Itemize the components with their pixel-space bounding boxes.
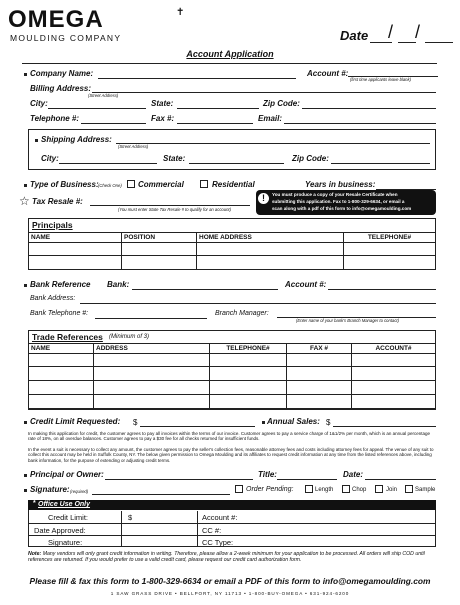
footer-note <box>28 551 440 563</box>
company-name-label: Company Name: <box>30 69 94 78</box>
shipping-zip-field[interactable] <box>331 163 430 164</box>
brand-tagline: MOULDING COMPANY <box>10 33 122 43</box>
alert-icon: ! <box>258 193 269 204</box>
branch-manager-label: Branch Manager: <box>215 310 269 317</box>
signature-required-note: (required) <box>70 489 89 494</box>
credit-limit-field[interactable] <box>140 426 255 427</box>
account-no-label: Account #: <box>307 69 349 78</box>
commercial-checkbox[interactable] <box>127 180 135 188</box>
fax-field[interactable] <box>177 123 253 124</box>
billing-address-label: Billing Address: <box>30 84 92 93</box>
company-name-field[interactable] <box>98 78 296 79</box>
telephone-field[interactable] <box>81 123 146 124</box>
column-header: POSITION <box>122 233 197 243</box>
office-column-divider <box>197 511 198 547</box>
sample-checkbox[interactable] <box>405 485 413 493</box>
signature-label: Signature: <box>30 485 70 494</box>
bank-telephone-field[interactable] <box>95 318 207 319</box>
title-rule <box>22 63 437 64</box>
table-row[interactable] <box>29 243 436 256</box>
shipping-state-field[interactable] <box>189 163 284 164</box>
credit-limit-label: Credit Limit Requested: <box>30 417 121 426</box>
office-use-header <box>28 500 436 510</box>
residential-label: Residential <box>212 180 255 189</box>
column-header: TELEPHONE# <box>344 233 436 243</box>
zip-label: Zip Code: <box>263 99 300 108</box>
cross-mark-icon: ✝ <box>176 7 185 18</box>
email-field[interactable] <box>284 123 436 124</box>
table-row[interactable] <box>29 381 436 395</box>
office-column-divider <box>121 511 122 547</box>
chop-label: Chop <box>352 487 367 493</box>
principals-title: Principals <box>32 220 73 230</box>
bullet-icon <box>24 184 27 187</box>
signature-title-field[interactable] <box>277 479 337 480</box>
city-field[interactable] <box>48 108 146 109</box>
bullet-icon <box>24 284 27 287</box>
bullet-icon <box>35 139 38 142</box>
bank-address-field[interactable] <box>80 303 436 304</box>
branch-manager-note: (Enter name of your bank's Branch Manager to contact) <box>296 318 399 323</box>
column-header: NAME <box>29 233 122 243</box>
state-field[interactable] <box>177 108 259 109</box>
chop-checkbox[interactable] <box>342 485 350 493</box>
notice-line-3: scan along with a pdf of this form to info@omegamoulding.com <box>272 206 412 211</box>
billing-address-field[interactable] <box>92 92 436 93</box>
length-label: Length <box>315 487 334 493</box>
length-checkbox[interactable] <box>305 485 313 493</box>
terms-paragraph-2: In the event a suit is necessary to collect any amount, the customer agrees to pay the seller's collection fees, reasonable attorney fees and costs including attorney fees for appeal. The venue of any suit to collect this account may be held in Suffolk County, NY. The below given permission to Omega Moulding and its affiliates to request credit information at any time from the listed references above, including bank information, for the purpose of extending or adjusting credit terms. <box>28 447 434 463</box>
bank-account-label: Account #: <box>285 280 327 289</box>
shipping-state-label: State: <box>163 154 186 163</box>
trade-references-table <box>28 343 436 409</box>
office-credit-limit-label: Credit Limit: <box>48 513 89 522</box>
star-icon: ☆ <box>19 194 30 208</box>
office-date-approved-label: Date Approved: <box>34 526 86 535</box>
credit-currency: $ <box>133 418 138 427</box>
bank-field[interactable] <box>132 289 278 290</box>
trade-minimum-note: (Minimum of 3) <box>109 334 150 340</box>
commercial-label: Commercial <box>138 180 184 189</box>
signature-date-field[interactable] <box>365 479 436 480</box>
annual-sales-field[interactable] <box>333 426 436 427</box>
tax-resale-label: Tax Resale #: <box>32 197 83 206</box>
table-row[interactable] <box>29 395 436 409</box>
zip-field[interactable] <box>302 108 436 109</box>
tax-resale-field[interactable] <box>90 205 250 206</box>
bullet-icon <box>262 421 265 424</box>
date-slash-icon: / <box>415 22 421 42</box>
column-header: NAME <box>29 344 94 354</box>
signature-date-label: Date: <box>343 470 364 479</box>
bullet-icon <box>24 489 27 492</box>
shipping-city-field[interactable] <box>59 163 157 164</box>
footer-note-label: Note: <box>28 551 42 557</box>
principals-header-row <box>29 233 436 243</box>
bank-telephone-label: Bank Telephone #: <box>30 310 89 317</box>
email-label: Email: <box>258 114 283 123</box>
column-header: ADDRESS <box>94 344 210 354</box>
office-cc-type-label: CC Type: <box>202 538 234 547</box>
brand-wordmark: OMEGA <box>8 6 104 33</box>
date-day-field[interactable] <box>398 42 416 43</box>
bank-address-label: Bank Address: <box>30 295 76 302</box>
trade-header-row <box>29 344 436 354</box>
fax-label: Fax #: <box>151 114 175 123</box>
column-header: FAX # <box>287 344 352 354</box>
principals-table <box>28 232 436 270</box>
type-of-business-label: Type of Business: <box>30 180 99 189</box>
footer-address: 1 SAW GRASS DRIVE • BELLPORT, NY 11713 • 1-800-BUY-OMEGA • 631-924-6200 <box>110 591 350 596</box>
table-row[interactable] <box>29 367 436 381</box>
bank-account-field[interactable] <box>328 289 436 290</box>
join-checkbox[interactable] <box>375 485 383 493</box>
city-label: City: <box>30 99 48 108</box>
signature-field[interactable] <box>92 494 230 495</box>
form-title: Account Application <box>186 49 274 59</box>
shipping-street-note: (Street Address) <box>118 144 149 149</box>
office-row-divider <box>28 535 436 536</box>
notice-line-1: You must produce a copy of your Resale Certificate when <box>272 192 398 197</box>
telephone-label: Telephone #: <box>30 114 80 123</box>
order-pending-checkbox[interactable] <box>235 485 243 493</box>
office-credit-currency: $ <box>128 513 133 522</box>
bullet-icon <box>24 421 27 424</box>
shipping-address-field[interactable] <box>116 143 430 144</box>
state-label: State: <box>151 99 174 108</box>
annual-sales-label: Annual Sales: <box>267 417 320 426</box>
principal-owner-field[interactable] <box>105 479 253 480</box>
order-pending-label: Order Pending: <box>246 486 294 493</box>
office-asterisk-icon: * <box>33 500 36 507</box>
years-in-business-label: Years in business: <box>305 180 376 189</box>
footer-note-text: Many vendors will only grant credit information in writing. Therefore, please allow a 2-week minimum for your application to be processed. All orders will ship COD until references are returned. If you would prefer to use a valid credit card, please request our credit card authorization form. <box>28 551 425 564</box>
bullet-icon <box>24 73 27 76</box>
column-header: ACCOUNT# <box>352 344 436 354</box>
column-header: HOME ADDRESS <box>197 233 344 243</box>
date-slash-icon: / <box>388 22 394 42</box>
date-year-field[interactable] <box>425 42 453 43</box>
office-cc-label: CC #: <box>202 526 222 535</box>
bank-reference-label: Bank Reference <box>30 280 91 289</box>
table-row[interactable] <box>29 256 436 270</box>
residential-checkbox[interactable] <box>200 180 208 188</box>
office-use-title: Office Use Only <box>38 501 91 508</box>
brand-logo <box>6 6 185 43</box>
table-row[interactable] <box>29 354 436 367</box>
signature-title-label: Title: <box>258 470 277 479</box>
bank-label: Bank: <box>107 280 130 289</box>
shipping-city-label: City: <box>41 154 59 163</box>
office-signature-label: Signature: <box>48 538 83 547</box>
trade-references-title: Trade References <box>32 332 103 342</box>
principal-owner-label: Principal or Owner: <box>30 470 104 479</box>
join-label: Join <box>386 487 398 493</box>
footer-fax-line: Please fill & fax this form to 1-800-329-6634 or email a PDF of this form to info@omegamoulding.com <box>29 576 431 586</box>
street-address-note: (Street Address) <box>88 93 119 98</box>
office-account-label: Account #: <box>202 513 238 522</box>
shipping-address-label: Shipping Address: <box>41 135 112 144</box>
sample-label: Sample <box>415 487 436 493</box>
terms-paragraph-1: In making this application for credit, the customer agrees to pay all invoices within the terms of our invoice. Customer agrees to pay a service charge of 1&1/2% per month, which is an annual percentage rate of 18%, on all overdue balances. Customer agrees to pay a $30 fee for all checks returned for insufficient funds. <box>28 431 430 442</box>
shipping-zip-label: Zip Code: <box>292 154 329 163</box>
annual-sales-currency: $ <box>326 418 331 427</box>
office-row-divider <box>28 523 436 524</box>
column-header: TELEPHONE# <box>210 344 287 354</box>
resale-notice <box>256 190 436 215</box>
date-label: Date <box>340 28 369 43</box>
check-one-note: (Check One) <box>98 183 122 188</box>
notice-line-2: submitting this application. Fax to 1-800-329-6634, or email a <box>272 199 405 204</box>
tax-resale-note: (You must enter State Tax Resale # to qualify for an account) <box>118 207 231 212</box>
first-time-note: (first time applicants leave blank) <box>350 77 411 82</box>
bullet-icon <box>24 474 27 477</box>
